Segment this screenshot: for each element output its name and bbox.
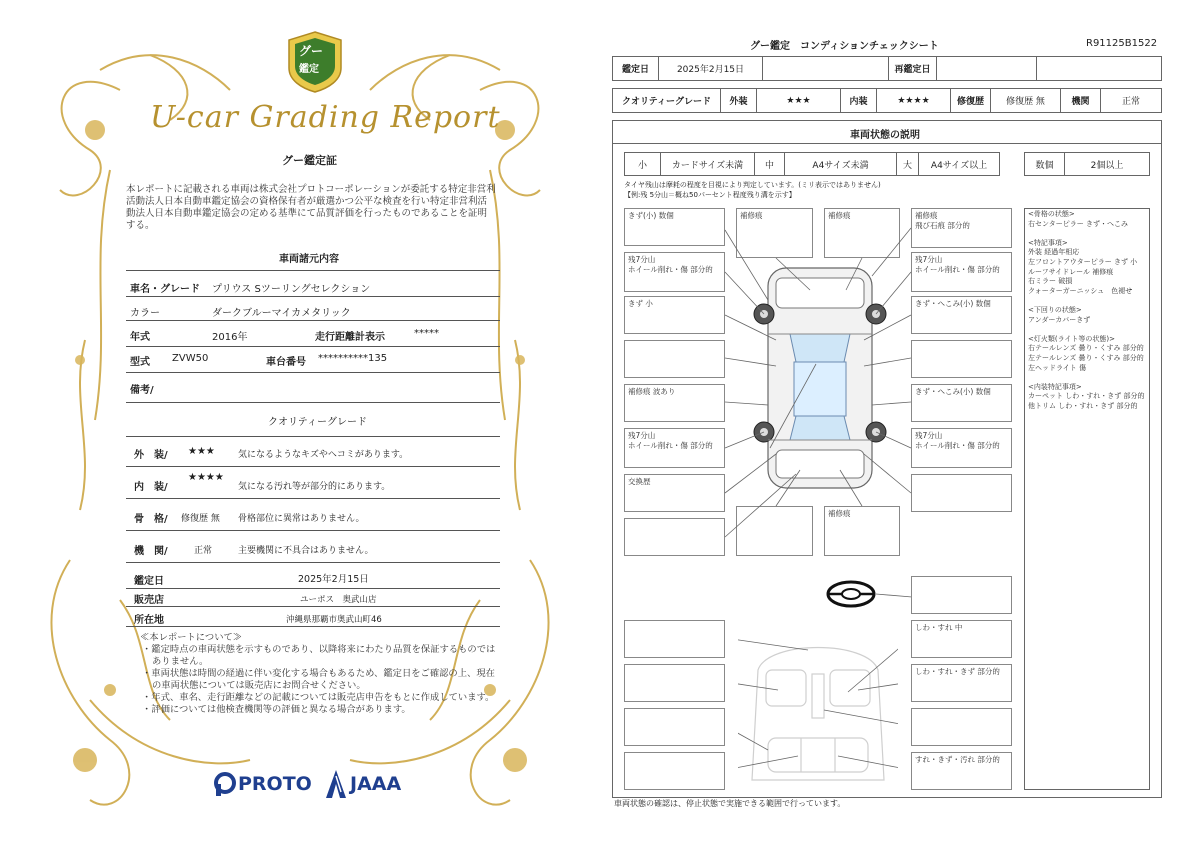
repair-value: 修復歴 無	[991, 89, 1061, 112]
condition-box: きず・へこみ(小) 数個	[911, 384, 1012, 422]
condition-box: 補修痕 波あり	[624, 384, 725, 422]
note-line: 外装 経過年相応	[1028, 248, 1080, 257]
note-line: <骨格の状態>	[1028, 210, 1075, 218]
address-value: 沖縄県那覇市奥武山町46	[286, 615, 382, 625]
model-label: 型式	[130, 357, 150, 368]
quality-int-comment: 気になる汚れ等が部分的にあります。	[238, 482, 391, 492]
note-item: ・評価については他検査機関等の評価と異なる場合があります。	[142, 704, 411, 715]
ext-label: 外装	[721, 89, 757, 112]
interior-box	[624, 620, 725, 658]
tire-note: タイヤ残山は摩耗の程度を目視により判定しています。(ミリ表示ではありません)	[624, 181, 881, 189]
divider	[126, 588, 500, 589]
count-label: 数個	[1025, 153, 1065, 175]
size-medium: 中	[755, 153, 785, 175]
divider	[126, 626, 500, 627]
spec-heading: 車両諸元内容	[279, 254, 339, 265]
condition-box: 補修痕 飛び石痕 部分的	[911, 208, 1012, 248]
sheet-footer: 車両状態の確認は、停止状態で実施できる範囲で行っています。	[614, 799, 846, 808]
redate-label: 再鑑定日	[889, 57, 937, 80]
date-label: 鑑定日	[613, 57, 659, 80]
quality-frame-label: 骨 格/	[134, 514, 168, 525]
condition-box: きず・へこみ(小) 数個	[911, 296, 1012, 334]
divider	[126, 436, 500, 437]
quality-engine-comment: 主要機関に不具合はありません。	[238, 546, 374, 556]
divider	[126, 466, 500, 467]
interior-box: すれ・きず・汚れ 部分的	[911, 752, 1012, 790]
condition-box: 残7分山 ホイール削れ・傷 部分的	[911, 252, 1012, 292]
remarks-label: 備考/	[130, 385, 154, 396]
quality-frame-value: 修復歴 無	[181, 514, 220, 524]
note-line	[1028, 296, 1148, 306]
chassis-value: **********135	[318, 353, 388, 364]
note-item: ・車両状態は時間の経過に伴い変化する場合もあるため、鑑定日をご確認の上、現在の車両状態については販売店にお問合せください。	[142, 668, 495, 691]
size-large: 大	[897, 153, 919, 175]
badge-text-bottom: 鑑定	[299, 64, 319, 75]
divider	[126, 402, 500, 403]
quality-engine-label: 機 関/	[134, 546, 168, 557]
interior-box: しわ・すれ 中	[911, 620, 1012, 658]
condition-box: きず 小	[624, 296, 725, 334]
ext-value: ★★★	[757, 89, 841, 112]
jaaa-logo-icon	[326, 770, 346, 798]
color-value: ダークブルーマイカメタリック	[212, 308, 351, 319]
quality-int-stars: ★★★★	[188, 472, 224, 483]
condition-check-sheet	[600, 0, 1200, 848]
proto-logo-icon	[214, 772, 236, 796]
quality-int-label: 内 装/	[134, 482, 168, 493]
size-small-desc: カードサイズ未満	[661, 153, 755, 175]
quality-ext-label: 外 装/	[134, 450, 168, 461]
proto-logo-text: PROTO	[238, 773, 312, 795]
condition-box: 交換歴	[624, 474, 725, 512]
note-line: <下回りの状態>	[1028, 305, 1082, 314]
desc-heading: 車両状態の説明	[850, 130, 920, 141]
engine-label: 機関	[1061, 89, 1101, 112]
note-line: 左フロントアウターピラー きず 小	[1028, 257, 1138, 266]
inspection-date-label: 鑑定日	[134, 576, 164, 587]
chassis-label: 車台番号	[266, 357, 306, 368]
interior-box	[624, 664, 725, 702]
divider	[126, 530, 500, 531]
address-label: 所在地	[134, 615, 164, 626]
side-notes	[1028, 210, 1148, 411]
interior-box	[911, 708, 1012, 746]
note-line: 右テールレンズ 曇り・くすみ 部分的	[1028, 344, 1144, 353]
interior-box	[624, 752, 725, 790]
year-label: 年式	[130, 332, 150, 343]
note-line: クォーターガーニッシュ 色褪せ	[1028, 286, 1133, 295]
quality-engine-value: 正常	[194, 546, 213, 556]
divider	[126, 346, 500, 347]
mileage-value: *****	[414, 328, 439, 339]
shop-label: 販売店	[134, 595, 164, 606]
divider	[126, 562, 500, 563]
divider	[126, 372, 500, 373]
note-line: カーペット しわ・すれ・きず 部分的	[1028, 392, 1145, 401]
divider	[126, 606, 500, 607]
notes-title: ≪本レポートについて≫	[140, 632, 243, 643]
car-name-value: プリウス Sツーリングセレクション	[212, 284, 371, 295]
script-title: U-car Grading Report	[150, 100, 501, 135]
divider	[126, 320, 500, 321]
divider	[126, 296, 500, 297]
date-value: 2025年2月15日	[659, 57, 763, 80]
note-line: 左ヘッドライト 傷	[1028, 363, 1087, 372]
interior-box	[624, 708, 725, 746]
int-label: 内装	[841, 89, 877, 112]
repair-label: 修復歴	[951, 89, 991, 112]
model-value: ZVW50	[172, 353, 209, 364]
quality-heading: クオリティーグレード	[268, 417, 367, 428]
certificate-intro: 本レポートに記載される車両は株式会社プロトコーポレーションが委託する特定非営利活動法人日本自動車鑑定協会の資格保有者が厳選かつ公平な検査を行い特定非営利活動法人日本自動車鑑定協会の定める基準にて品質評価を行ったものであることを証明する。	[126, 184, 496, 231]
note-line: 右ミラー 破損	[1028, 277, 1073, 286]
car-interior-diagram	[738, 630, 898, 790]
report-notes	[140, 632, 500, 716]
count-value: 2個以上	[1090, 160, 1124, 171]
note-line: <内装特記事項>	[1028, 382, 1082, 391]
quality-ext-comment: 気になるようなキズやヘコミがあります。	[238, 450, 409, 460]
shop-value: ユーポス 奥武山店	[300, 595, 377, 605]
badge-text-top: グー	[299, 44, 324, 58]
quality-frame-comment: 骨格部位に異常はありません。	[238, 514, 365, 524]
note-line: <灯火類(ライト等の状態)>	[1028, 334, 1115, 343]
size-medium-desc: A4サイズ未満	[785, 153, 897, 175]
note-item: ・鑑定時点の車両状態を示すものであり、以降将来にわたり品質を保証するものではありません。	[142, 644, 496, 667]
condition-box: 残7分山 ホイール削れ・傷 部分的	[911, 428, 1012, 468]
condition-box: 補修痕	[824, 208, 900, 258]
car-name-label: 車名・グレード	[130, 284, 200, 295]
note-line	[1028, 229, 1148, 239]
interior-box: しわ・すれ・きず 部分的	[911, 664, 1012, 702]
size-small: 小	[625, 153, 661, 175]
color-label: カラー	[130, 308, 160, 319]
divider	[126, 270, 500, 271]
note-line: アンダーカバーきず	[1028, 315, 1091, 324]
sheet-id: R91125B1522	[1086, 38, 1158, 49]
condition-box: 補修痕	[736, 208, 813, 258]
note-line	[1028, 325, 1148, 335]
interior-box	[911, 576, 1012, 614]
condition-box: 残7分山 ホイール削れ・傷 部分的	[624, 252, 725, 292]
note-line: ルーフサイドレール 補修痕	[1028, 267, 1114, 276]
certificate-title: グー鑑定証	[282, 154, 337, 167]
quality-ext-stars: ★★★	[188, 446, 215, 457]
steering-wheel-icon	[826, 580, 876, 608]
condition-box: 補修痕	[824, 506, 900, 556]
size-large-desc: A4サイズ以上	[930, 160, 988, 171]
engine-value: 正常	[1121, 97, 1140, 107]
qg-label: クオリティーグレード	[613, 89, 721, 112]
condition-box: きず(小) 数個	[624, 208, 725, 246]
note-item: ・年式、車名、走行距離などの記載については販売店申告をもとに作成しています。	[142, 692, 495, 703]
mileage-label: 走行距離計表示	[315, 332, 385, 343]
year-value: 2016年	[212, 332, 248, 343]
condition-box: 残7分山 ホイール削れ・傷 部分的	[624, 428, 725, 468]
note-line: 右センターピラー きず・へこみ	[1028, 219, 1128, 228]
note-line	[1028, 373, 1148, 383]
tire-example: 【例:残 5分山＝概ね50パーセント程度残り溝を示す】	[624, 191, 796, 199]
sheet-title: グー鑑定 コンディションチェックシート	[750, 41, 939, 52]
note-line: 他トリム しわ・すれ・きず 部分的	[1028, 401, 1138, 410]
divider	[126, 498, 500, 499]
int-value: ★★★★	[877, 89, 951, 112]
note-line: 左テールレンズ 曇り・くすみ 部分的	[1028, 353, 1144, 362]
note-line: <特記事項>	[1028, 238, 1068, 247]
inspection-date-value: 2025年2月15日	[298, 574, 369, 585]
jaaa-logo-text: JAAA	[350, 773, 402, 795]
